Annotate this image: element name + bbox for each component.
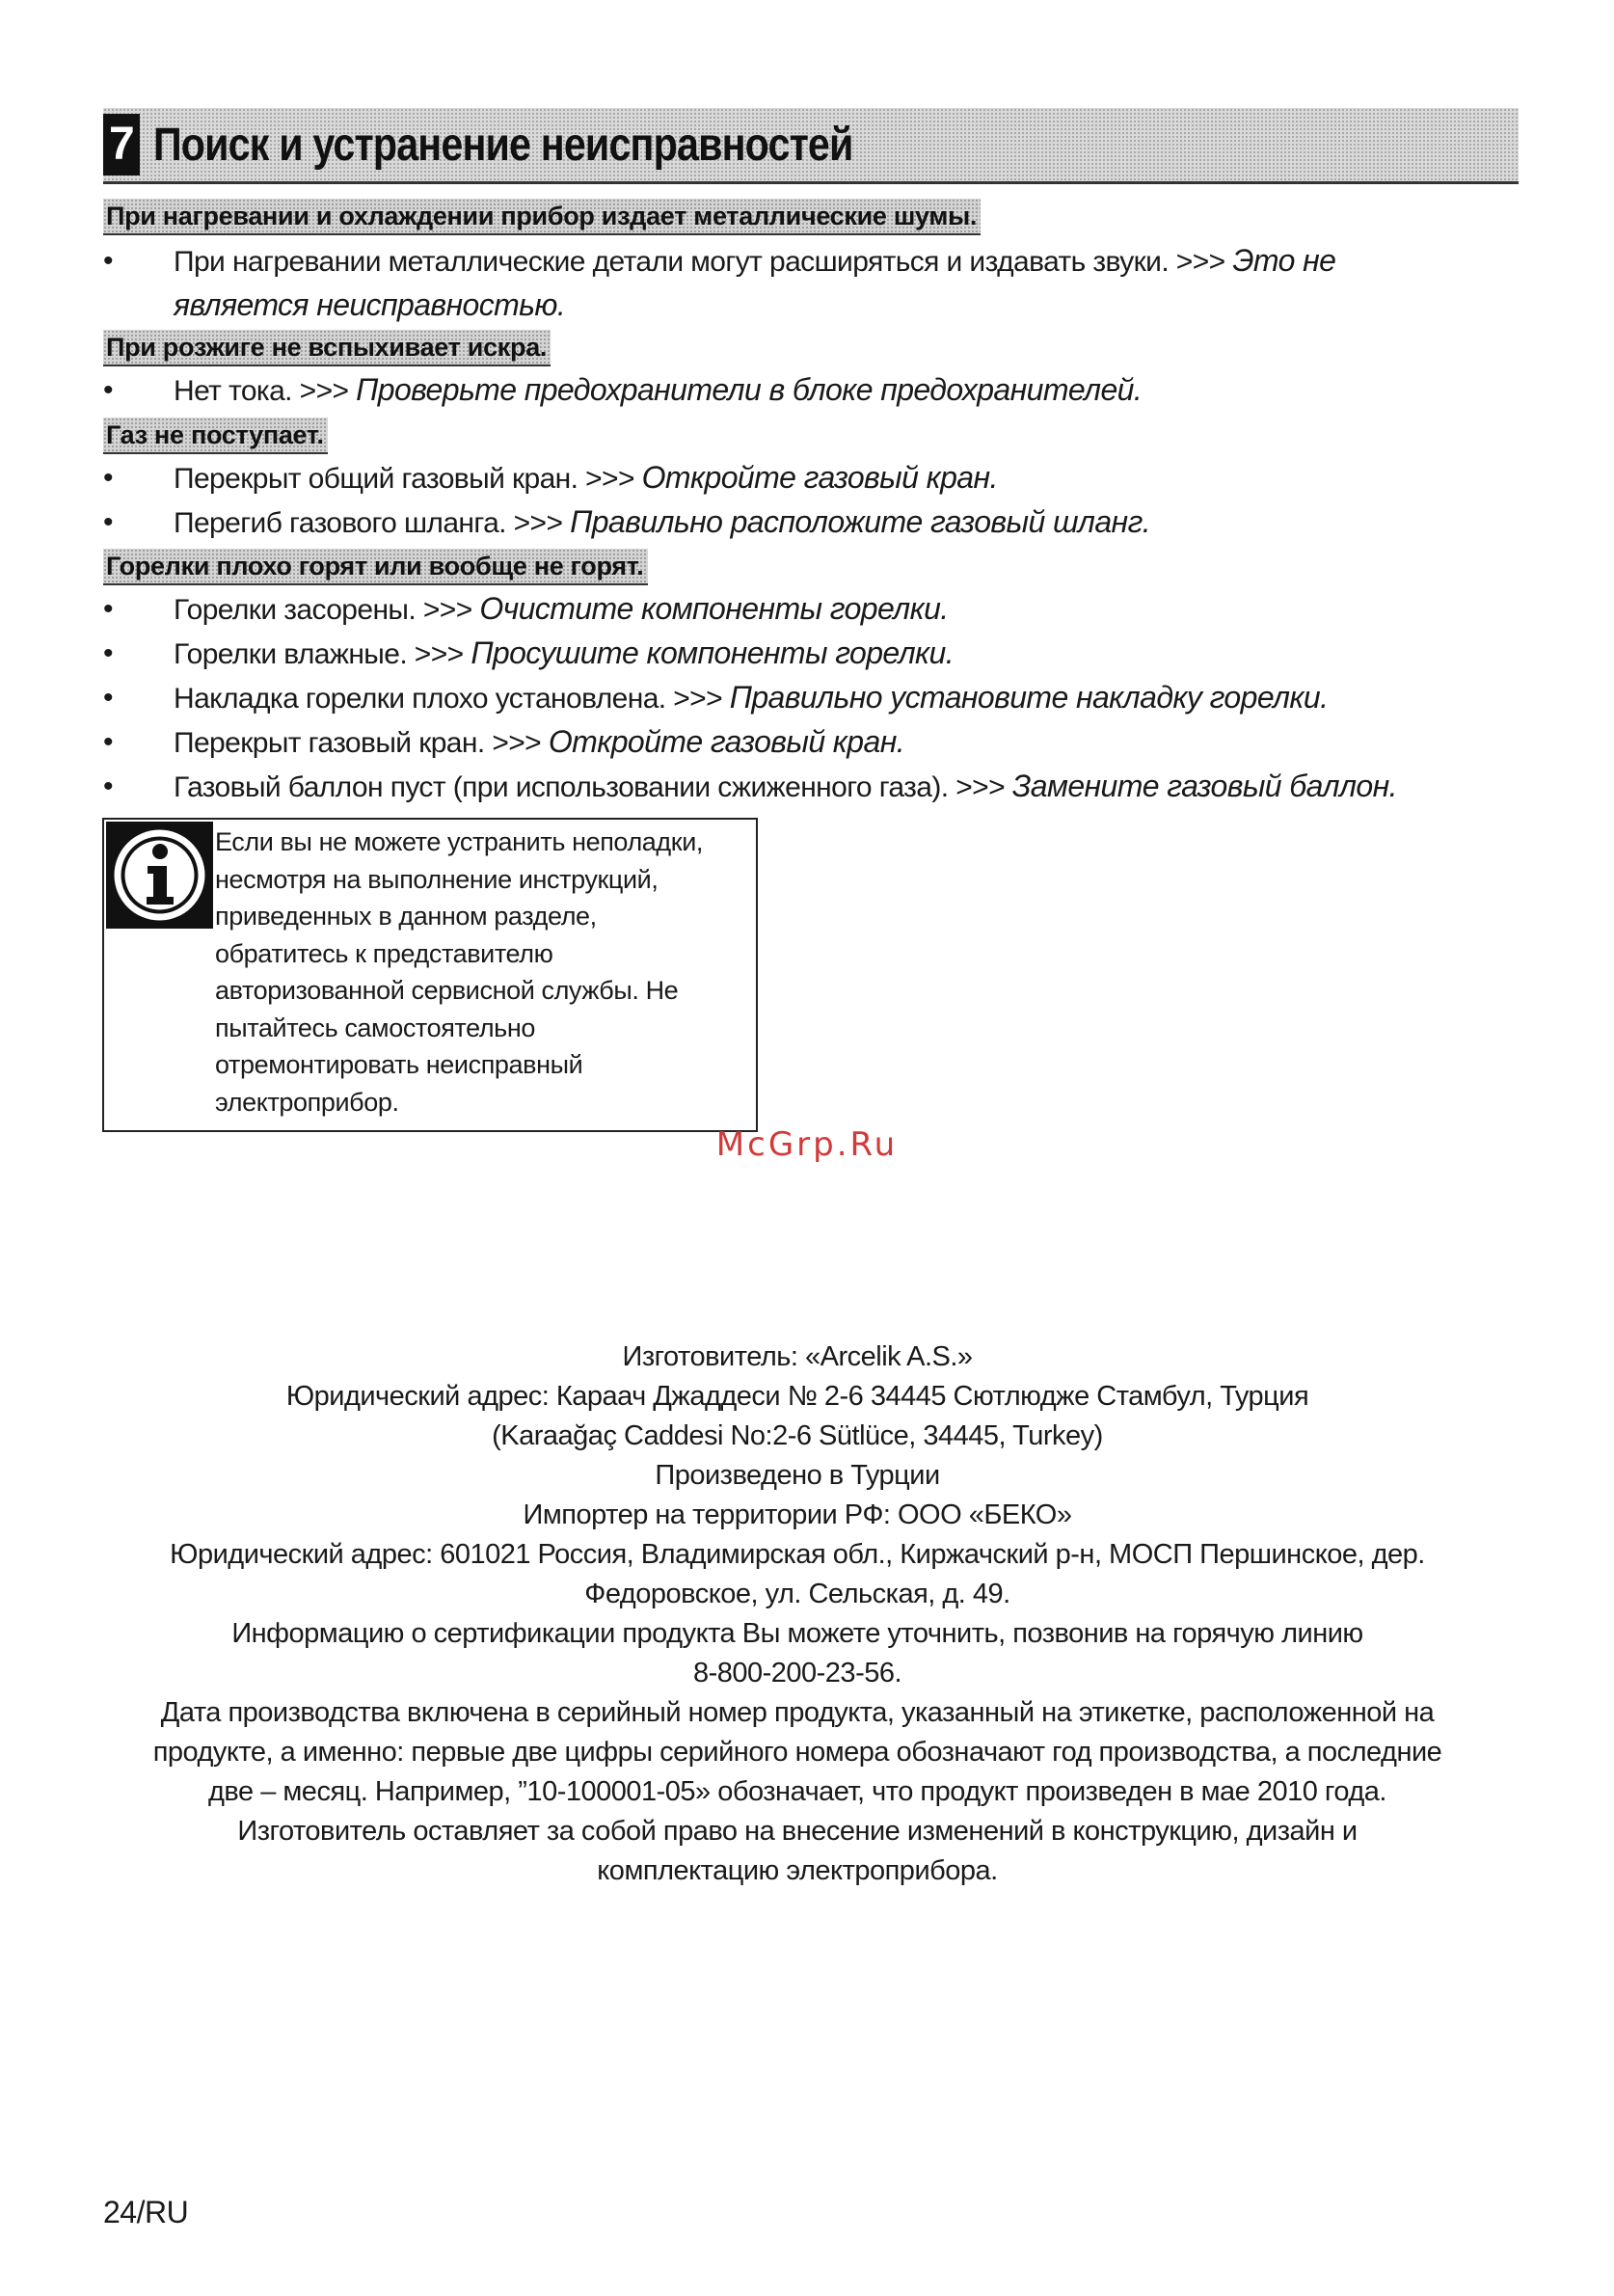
list-item — [103, 500, 1511, 545]
problem-cause: Накладка горелки плохо установлена. >>> — [174, 683, 723, 715]
footer-line: Изготовитель: «Arcelik A.S.» — [622, 1341, 973, 1372]
list-item — [103, 456, 1511, 500]
bullet-mark: • — [103, 726, 113, 758]
list-item — [103, 632, 1511, 676]
footer-line: продукте, а именно: первые две цифры серийного номера обозначают год производства, а последние — [152, 1737, 1442, 1768]
info-text — [215, 824, 755, 1121]
section-heading: Горелки плохо горят или вообще не горят. — [103, 549, 648, 585]
remedy: Замените газовый баллон. — [1011, 769, 1397, 803]
list-item — [103, 239, 1511, 328]
footer-line: Импортер на территории РФ: ООО «БЕКО» — [523, 1499, 1072, 1530]
chapter-title: Поиск и устранение неисправностей — [152, 119, 853, 171]
watermark: McGrp.Ru — [715, 1125, 899, 1164]
footer-line: комплектацию электроприбора. — [597, 1855, 998, 1886]
bullet-mark: • — [103, 245, 113, 277]
problem-cause: Перекрыт общий газовый кран. >>> — [174, 463, 634, 495]
problem-cause: Газовый баллон пуст (при использовании сжиженного газа). >>> — [174, 771, 1006, 803]
remedy: Правильно установите накладку горелки. — [729, 680, 1329, 715]
footer-line: Юридический адрес: 601021 Россия, Владимирская обл., Киржачский р-н, МОСП Першинское, дер. — [170, 1539, 1425, 1570]
section-no-gas — [103, 418, 1511, 545]
list-item — [103, 368, 1511, 413]
footer-line: Юридический адрес: Караач Джаддеси № 2-6 34445 Сютлюдже Стамбул, Турция — [285, 1381, 1309, 1412]
remedy: Правильно расположите газовый шланг. — [570, 504, 1151, 539]
remedy-continued: является неисправностью. — [174, 287, 566, 322]
footer-line: Изготовитель оставляет за собой право на внесение изменений в конструкцию, дизайн и — [237, 1816, 1358, 1847]
info-line: приведенных в данном разделе, — [215, 902, 597, 931]
remedy: Откройте газовый кран. — [548, 724, 905, 759]
problem-cause: Горелки влажные. >>> — [174, 638, 464, 670]
problem-cause: Нет тока. >>> — [174, 375, 349, 407]
bullet-mark: • — [103, 637, 113, 669]
remedy: Просушите компоненты горелки. — [471, 635, 955, 670]
problem-cause: Перегиб газового шланга. >>> — [174, 507, 563, 539]
list-item — [103, 765, 1511, 809]
footer-line: Информацию о сертификации продукта Вы можете уточнить, позвонив на горячую линию — [231, 1618, 1363, 1649]
info-note — [102, 818, 758, 1132]
section-burners-poor — [103, 549, 1511, 809]
info-line: авторизованной сервисной службы. Не — [215, 976, 679, 1005]
problem-cause: Горелки засорены. >>> — [174, 594, 472, 626]
footer-line: Дата производства включена в серийный номер продукта, указанный на этикетке, расположенной на — [160, 1697, 1435, 1728]
info-line: электроприбор. — [215, 1087, 399, 1117]
problem-cause: При нагревании металлические детали могут расширяться и издавать звуки. >>> — [174, 246, 1225, 278]
remedy: Это не — [1232, 243, 1336, 278]
footer-line: 8-800-200-23-56. — [692, 1658, 902, 1688]
section-heading: При нагревании и охлаждении прибор издает металлические шумы. — [103, 199, 981, 235]
footer-line: две – месяц. Например, ”10-100001-05» обозначает, что продукт произведен в мае 2010 года. — [208, 1776, 1386, 1807]
list-item — [103, 676, 1511, 720]
section-heading: При розжиге не вспыхивает искра. — [103, 330, 551, 366]
problem-cause: Перекрыт газовый кран. >>> — [174, 727, 542, 759]
info-line: несмотря на выполнение инструкций, — [215, 864, 659, 894]
list-item — [103, 587, 1511, 632]
info-line: пытайтесь самостоятельно — [215, 1013, 535, 1042]
remedy: Очистите компоненты горелки. — [479, 591, 949, 626]
list-item — [103, 720, 1511, 765]
bullet-mark: • — [103, 462, 113, 494]
bullet-mark: • — [103, 593, 113, 625]
info-line: отремонтировать неисправный — [215, 1050, 583, 1079]
footer-line: Произведено в Турции — [655, 1460, 940, 1491]
section-metallic-noise — [103, 199, 1511, 328]
info-line: Если вы не можете устранить неполадки, — [215, 827, 703, 856]
chapter-header — [103, 108, 1519, 184]
footer-line: Федоровское, ул. Сельская, д. 49. — [584, 1579, 1010, 1609]
remedy: Откройте газовый кран. — [641, 460, 998, 495]
info-line: обратитесь к представителю — [215, 938, 553, 968]
section-heading: Газ не поступает. — [103, 418, 328, 454]
bullet-mark: • — [103, 682, 113, 714]
page-number: 24/RU — [103, 2195, 189, 2229]
bullet-mark: • — [103, 506, 113, 538]
footer-line: (Karaağaç Caddesi No:2-6 Sütlüce, 34445, Turkey) — [492, 1420, 1103, 1451]
bullet-mark: • — [103, 770, 113, 802]
manufacturer-info — [103, 1337, 1492, 1891]
chapter-number: 7 — [103, 114, 140, 176]
remedy: Проверьте предохранители в блоке предохранителей. — [356, 372, 1143, 407]
section-no-spark — [103, 330, 1511, 413]
bullet-mark: • — [103, 374, 113, 406]
info-icon — [106, 822, 213, 929]
